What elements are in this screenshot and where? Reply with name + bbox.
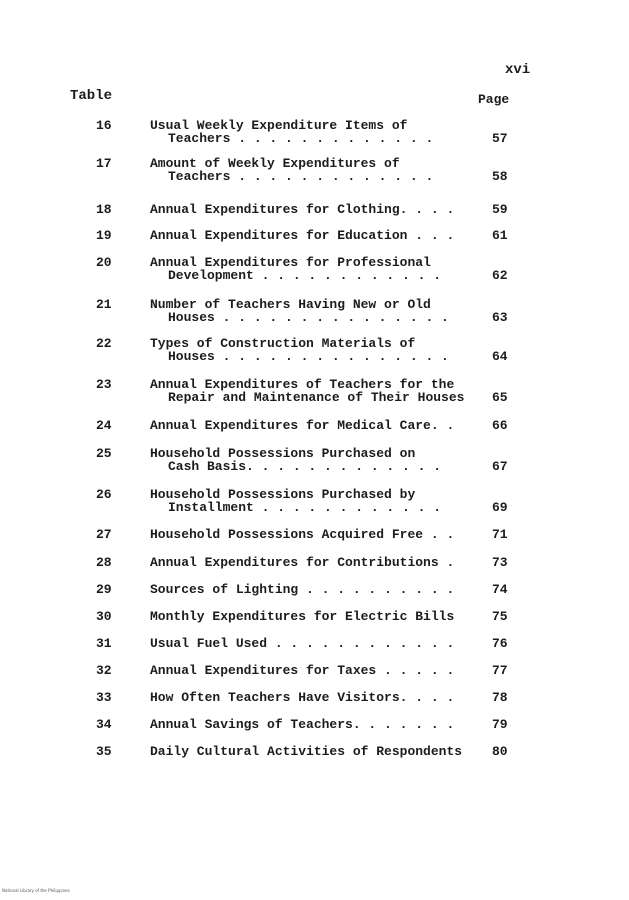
page-number: 67 <box>492 459 508 474</box>
page-number: 63 <box>492 310 508 325</box>
table-title-continuation: Development . . . . . . . . . . . . <box>168 268 442 283</box>
table-number: 26 <box>96 487 112 502</box>
table-title-line: Daily Cultural Activities of Respondents <box>150 744 463 759</box>
table-title-line: Annual Expenditures for Medical Care. . <box>150 418 455 433</box>
page-number: 61 <box>492 228 508 243</box>
table-number: 20 <box>96 255 112 270</box>
table-number: 32 <box>96 663 112 678</box>
table-title-line: Annual Expenditures for Taxes . . . . . <box>150 663 455 678</box>
footer-watermark: National Library of the Philippines <box>2 888 70 893</box>
table-number: 25 <box>96 446 112 461</box>
page-number: 75 <box>492 609 508 624</box>
table-title-line: Usual Fuel Used . . . . . . . . . . . . <box>150 636 455 651</box>
table-number: 34 <box>96 717 112 732</box>
page-number: 65 <box>492 390 508 405</box>
page-number: 66 <box>492 418 508 433</box>
table-title-line: Types of Construction Materials of <box>150 336 416 351</box>
table-title-line: Household Possessions Purchased on <box>150 446 416 461</box>
table-title-line: Sources of Lighting . . . . . . . . . . <box>150 582 455 597</box>
page-number: 59 <box>492 202 508 217</box>
table-title <box>150 378 480 404</box>
table-number: 29 <box>96 582 112 597</box>
table-title <box>150 718 480 731</box>
table-title-line: Household Possessions Purchased by <box>150 487 416 502</box>
table-title <box>150 556 480 569</box>
table-title <box>150 119 480 145</box>
table-number: 28 <box>96 555 112 570</box>
table-number: 24 <box>96 418 112 433</box>
table-title-line: Amount of Weekly Expenditures of <box>150 156 400 171</box>
table-number: 18 <box>96 202 112 217</box>
table-title-line: Annual Savings of Teachers. . . . . . . <box>150 717 455 732</box>
table-title <box>150 298 480 324</box>
table-title <box>150 203 480 216</box>
table-title <box>150 229 480 242</box>
page-number: 77 <box>492 663 508 678</box>
table-number: 35 <box>96 744 112 759</box>
table-number: 33 <box>96 690 112 705</box>
table-number: 21 <box>96 297 112 312</box>
table-number: 23 <box>96 377 112 392</box>
table-number: 16 <box>96 118 112 133</box>
table-number: 30 <box>96 609 112 624</box>
table-title-continuation: Teachers . . . . . . . . . . . . . <box>168 131 434 146</box>
table-title-continuation: Teachers . . . . . . . . . . . . . <box>168 169 434 184</box>
page-number: 78 <box>492 690 508 705</box>
table-title <box>150 610 480 623</box>
table-title-line: Household Possessions Acquired Free . . <box>150 527 455 542</box>
table-number: 27 <box>96 527 112 542</box>
page-number: 71 <box>492 527 508 542</box>
page-number: 57 <box>492 131 508 146</box>
table-title-line: Monthly Expenditures for Electric Bills <box>150 609 455 624</box>
table-title-line: Annual Expenditures for Contributions . <box>150 555 455 570</box>
table-title <box>150 447 480 473</box>
table-title-line: Number of Teachers Having New or Old <box>150 297 431 312</box>
table-number: 17 <box>96 156 112 171</box>
table-title <box>150 256 480 282</box>
page-number: 62 <box>492 268 508 283</box>
page-number: 80 <box>492 744 508 759</box>
table-title <box>150 691 480 704</box>
table-title <box>150 528 480 541</box>
table-number: 31 <box>96 636 112 651</box>
table-title-line: Annual Expenditures for Professional <box>150 255 431 270</box>
column-header-page: Page <box>478 92 510 107</box>
table-title-line: Usual Weekly Expenditure Items of <box>150 118 408 133</box>
table-title-line: How Often Teachers Have Visitors. . . . <box>150 690 455 705</box>
page-number: 74 <box>492 582 508 597</box>
page-folio: xvi <box>505 62 531 78</box>
table-title <box>150 337 480 363</box>
page-number: 58 <box>492 169 508 184</box>
page-number: 76 <box>492 636 508 651</box>
table-title-continuation: Houses . . . . . . . . . . . . . . . <box>168 310 449 325</box>
table-title <box>150 583 480 596</box>
table-title <box>150 157 480 183</box>
table-title <box>150 419 480 432</box>
page-number: 79 <box>492 717 508 732</box>
table-number: 22 <box>96 336 112 351</box>
page-number: 73 <box>492 555 508 570</box>
table-title <box>150 637 480 650</box>
table-title-line: Annual Expenditures of Teachers for the <box>150 377 455 392</box>
page-number: 69 <box>492 500 508 515</box>
column-header-table: Table <box>70 88 113 104</box>
page-number: 64 <box>492 349 508 364</box>
table-number: 19 <box>96 228 112 243</box>
table-title-line: Annual Expenditures for Clothing. . . . <box>150 202 455 217</box>
table-title <box>150 664 480 677</box>
table-title-continuation: Installment . . . . . . . . . . . . <box>168 500 442 515</box>
table-title-line: Annual Expenditures for Education . . . <box>150 228 455 243</box>
table-title <box>150 488 480 514</box>
table-title-continuation: Cash Basis. . . . . . . . . . . . . <box>168 459 442 474</box>
table-title-continuation: Houses . . . . . . . . . . . . . . . <box>168 349 449 364</box>
table-title <box>150 745 480 758</box>
table-title-continuation: Repair and Maintenance of Their Houses <box>168 390 465 405</box>
